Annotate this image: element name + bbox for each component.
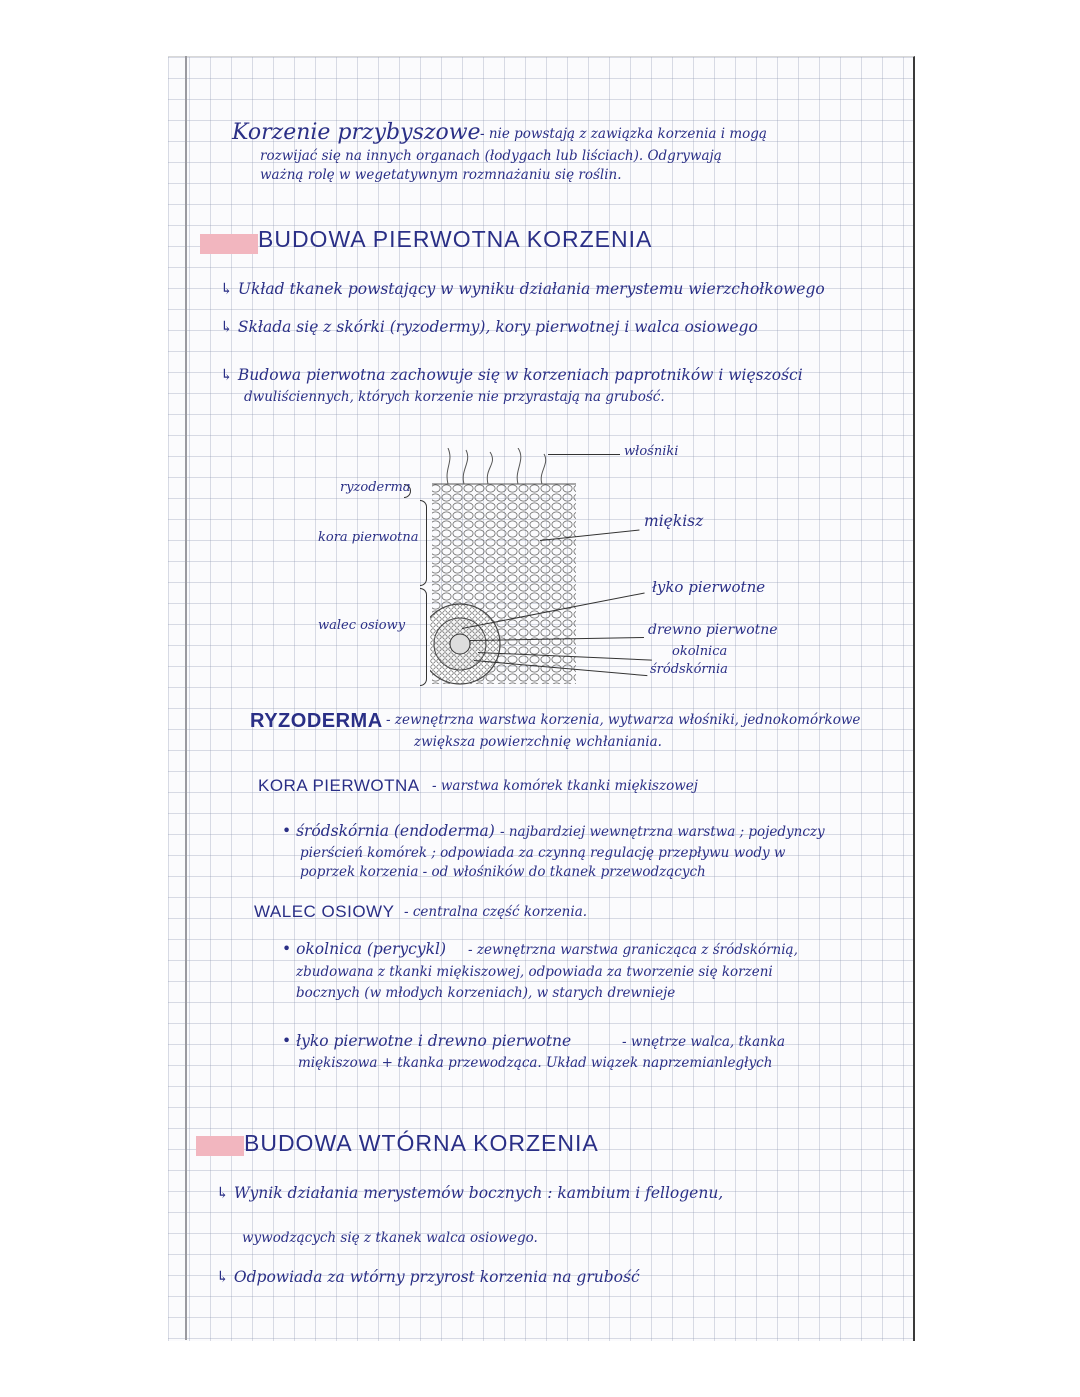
label-lyko-pierwotne: łyko pierwotne (652, 578, 766, 596)
intro-line-3: ważną rolę w wegetatywnym rozmnażaniu się roślin. (260, 167, 622, 183)
intro-line-2: rozwijać się na innych organach (łodygach lub liściach). Odgrywają (260, 148, 722, 164)
secondary-bullet-1: ↳ Wynik działania merystemów bocznych : kambium i fellogenu, (216, 1184, 724, 1202)
primary-bullet-1: ↳ Układ tkanek powstający w wyniku działania merystemu wierzchołkowego (220, 280, 825, 298)
lyko-text-1: - wnętrze walca, tkanka (622, 1034, 786, 1050)
term-kora-pierwotna: KORA PIERWOTNA (258, 776, 420, 795)
label-drewno-pierwotne: drewno pierwotne (648, 622, 778, 638)
intro-line-1: - nie powstają z zawiązka korzenia i mogą (480, 126, 767, 142)
endoderma-text-3: poprzek korzenia - od włośników do tkanek przewodzących (300, 864, 706, 880)
intro-title: Korzenie przybyszowe (232, 120, 481, 145)
label-walec-osiowy: walec osiowy (318, 618, 406, 633)
primary-heading: BUDOWA PIERWOTNA KORZENIA (258, 226, 653, 252)
secondary-bullet-2: ↳ Odpowiada za wtórny przyrost korzenia na grubość (216, 1268, 640, 1286)
heading-highlight (200, 234, 258, 254)
brace-walec (420, 588, 427, 686)
perycykl-text-1: - zewnętrzna warstwa granicząca z śródskórnią, (468, 942, 798, 958)
brace-kora (420, 500, 427, 586)
label-wlosniki: włośniki (624, 444, 679, 459)
ryzoderma-text-2: zwiększa powierzchnię wchłaniania. (414, 734, 662, 750)
leader-line-wlosniki (548, 454, 620, 455)
perycykl-text-2: zbudowana z tkanki miękiszowej, odpowiada za tworzenie się korzeni (296, 964, 773, 980)
secondary-bullet-1-cont: wywodzących się z tkanek walca osiowego. (242, 1230, 538, 1246)
label-kora-pierwotna: kora pierwotna (318, 530, 419, 545)
kora-text: - warstwa komórek tkanki miękiszowej (432, 778, 698, 794)
page-margin-line (185, 56, 187, 1340)
perycykl-title: • okolnica (perycykl) (282, 940, 447, 958)
label-miekisz: miękisz (644, 512, 704, 530)
endoderma-title: • śródskórnia (endoderma) (282, 822, 495, 840)
primary-bullet-3: ↳ Budowa pierwotna zachowuje się w korzeniach paprotników i więszości (220, 366, 803, 384)
primary-bullet-3-cont: dwuliściennych, których korzenie nie przyrastają na grubość. (244, 389, 665, 405)
root-cross-section-diagram (430, 448, 578, 686)
walec-text: - centralna część korzenia. (404, 904, 588, 920)
primary-bullet-2: ↳ Składa się z skórki (ryzodermy), kory pierwotnej i walca osiowego (220, 318, 758, 336)
ryzoderma-text-1: - zewnętrzna warstwa korzenia, wytwarza włośniki, jednokomórkowe (386, 712, 861, 728)
term-walec-osiowy: WALEC OSIOWY (254, 902, 395, 921)
heading-highlight-2 (196, 1136, 244, 1156)
lyko-title: • łyko pierwotne i drewno pierwotne (282, 1032, 572, 1050)
term-ryzoderma: RYZODERMA (250, 710, 383, 732)
secondary-heading: BUDOWA WTÓRNA KORZENIA (244, 1130, 599, 1156)
perycykl-text-3: bocznych (w młodych korzeniach), w starych drewnieje (296, 985, 676, 1001)
label-ryzoderma: ryzoderma (340, 480, 411, 495)
label-okolnica: okolnica (672, 644, 728, 659)
endoderma-text-1: - najbardziej wewnętrzna warstwa ; pojedynczy (500, 824, 825, 840)
endoderma-text-2: pierścień komórek ; odpowiada za czynną regulację przepływu wody w (300, 845, 786, 861)
lyko-text-2: miękiszowa + tkanka przewodząca. Układ wiązek naprzemianległych (298, 1055, 773, 1071)
label-srodskornia: śródskórnia (650, 662, 728, 677)
